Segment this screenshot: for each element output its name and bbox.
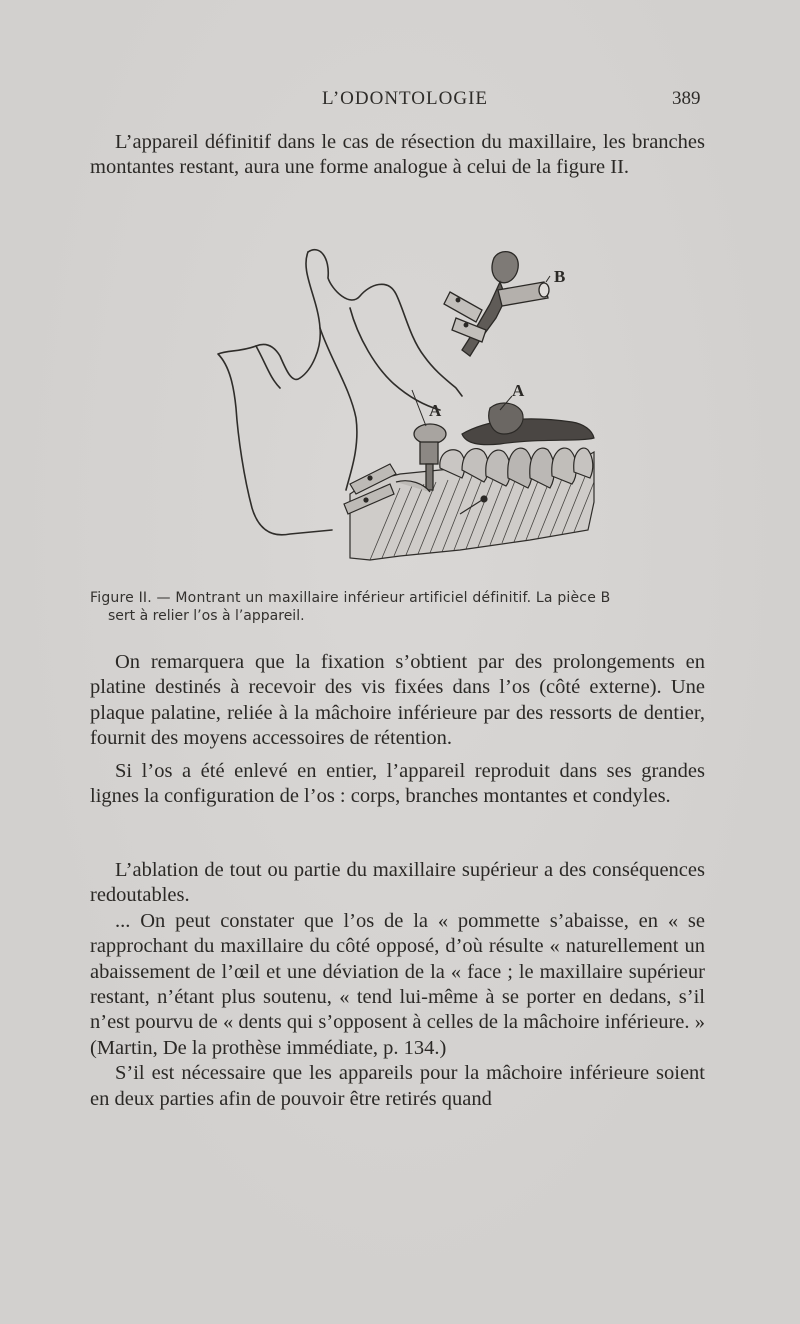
jaw-drawing bbox=[200, 238, 620, 578]
figure-label-a-right: A bbox=[512, 381, 525, 400]
running-title: L’ODONTOLOGIE bbox=[321, 88, 489, 109]
paragraph-ablation: L’ablation de tout ou partie du maxillaire supérieur a des conséquences redoutables. bbox=[90, 859, 705, 907]
paragraph-two-parts: S’il est nécessaire que les appareils pour la mâchoire inférieure soient en deux parties afin de pouvoir être retirés quand bbox=[90, 1062, 705, 1110]
page-number: 389 bbox=[672, 88, 701, 109]
teeth-row bbox=[440, 403, 594, 488]
coronoid-line bbox=[256, 346, 280, 388]
ramus-front-edge bbox=[320, 328, 357, 490]
paragraph-block-1 bbox=[90, 650, 705, 809]
caption-line-2: sert à relier l’os à l’appareil. bbox=[108, 608, 305, 624]
paragraph-entire-bone: Si l’os a été enlevé en entier, l’appareil reproduit dans ses grandes lignes la configuration de l’os : corps, branches montantes et condyles. bbox=[90, 759, 705, 808]
ramus-back-edge bbox=[218, 252, 332, 535]
leader-b bbox=[546, 276, 550, 282]
intro-paragraph-block bbox=[90, 130, 705, 181]
paragraph-fixation: On remarquera que la fixation s’obtient par des prolongements en platine destinés à recevoir des vis fixées dans l’os (côté externe). Une plaque palatine, reliée à la mâchoire inférieure par des ressorts de dentier, fournit des moyens accessoires de rétention. bbox=[90, 651, 705, 750]
paragraph-quote: ... On peut constater que l’os de la « pommette s’abaisse, en « se rapprochant du maxillaire du côté opposé, d’où résulte « naturellement un abaissement de l’œil et une déviation de la « face ; le maxillaire supérieur restant, n’étant plus soutenu, « tend lui-même à se porter en dedans, s’il n’est pourvu de « dents qui s’opposent à celles de la mâchoire inférieure. » (Martin, De la prothèse immédiate, p. 134.) bbox=[90, 909, 705, 1059]
figure-label-b: B bbox=[554, 267, 566, 286]
gum-dark-band bbox=[462, 419, 594, 445]
figure-jaw-illustration bbox=[200, 238, 620, 578]
figure-label-a-left: A bbox=[429, 401, 442, 420]
paragraph-block-2 bbox=[90, 858, 705, 1112]
figure-caption bbox=[90, 589, 705, 625]
intro-paragraph: L’appareil définitif dans le cas de résection du maxillaire, les branches montantes restant, aura une forme analogue à celui de la figure II. bbox=[90, 131, 705, 179]
piece-b bbox=[444, 252, 549, 356]
leader-a-left bbox=[412, 390, 426, 426]
running-head bbox=[0, 88, 800, 114]
caption-line-1: Figure II. — Montrant un maxillaire inférieur artificiel définitif. La pièce B bbox=[90, 590, 611, 606]
